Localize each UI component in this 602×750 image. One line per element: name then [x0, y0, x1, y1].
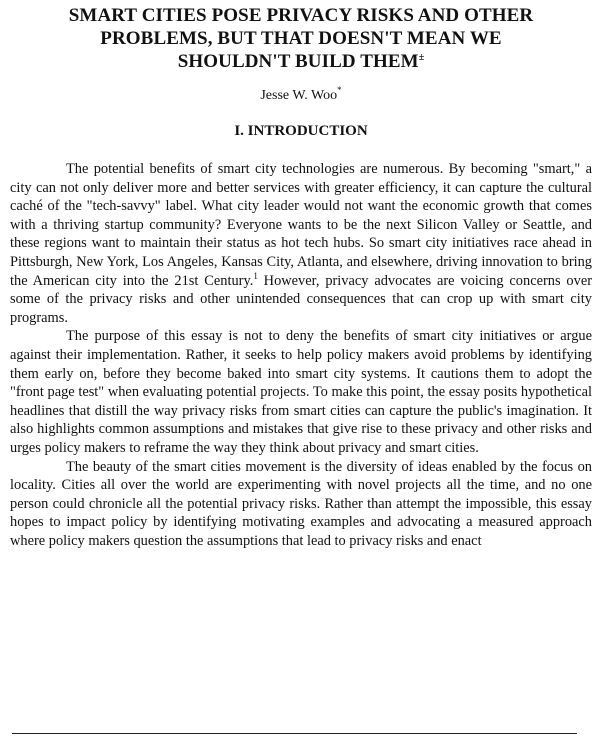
- paragraph-1: [10, 160, 592, 327]
- paper-page: [10, 4, 592, 550]
- title-line: PROBLEMS, BUT THAT DOESN'T MEAN WE: [100, 28, 502, 49]
- paragraph-1-text: The potential benefits of smart city technologies are numerous. By becoming "smart," a city can not only deliver more and better services with greater efficiency, it can capture the cultural caché of the "tech-savvy" label. What city leader would not want the economic growth that comes with a thriving startup community? Everyone wants to be the next Silicon Valley or Seattle, and these regions want to maintain their status as hot tech hubs. So smart city initiatives race ahead in Pittsburgh, New York, Los Angeles, Kansas City, Atlanta, and elsewhere, driving innovation to bring the American city into the 21st Century.: [10, 161, 592, 289]
- body-text: [10, 160, 592, 550]
- author-name: Jesse W. Woo: [260, 88, 338, 103]
- footnote-separator: [12, 733, 577, 734]
- footnote-1-marker[interactable]: 1: [253, 270, 258, 281]
- paragraph-1-continuation: However, privacy advocates are voicing concerns over some of the privacy risks and other unintended consequences that can crop up with smart city programs.: [10, 272, 592, 326]
- title-line: SMART CITIES POSE PRIVACY RISKS AND OTHER: [68, 5, 534, 26]
- section-heading: I. INTRODUCTION: [234, 123, 368, 139]
- title-line: [10, 50, 592, 73]
- title-line-text: SHOULDN'T BUILD THEM: [177, 51, 419, 72]
- paragraph-2: The purpose of this essay is not to deny the benefits of smart city initiatives or argue against their implementation. Rather, it seeks to help policy makers avoid problems by identifying them early on, before they become baked into smart city systems. It cautions them to adopt the "front page test" when evaluating potential projects. To make this point, the essay posits hypothetical headlines that distill the way privacy risks from smart cities can capture the public's imagination. It also highlights common assumptions and mistakes that give rise to these privacy and other risks and urges policy makers to reframe the way they think about privacy and smart cities.: [10, 328, 592, 456]
- paper-title: [10, 4, 592, 73]
- paragraph-3: The beauty of the smart cities movement is the diversity of ideas enabled by the focus on locality. Cities all over the world are experimenting with novel projects all the time, and no one person could chronicle all the potential privacy risks. Rather than attempt the impossible, this essay hopes to impact policy by identifying motivating examples and advocating a measured approach where policy makers question the assumptions that lead to privacy risks and enact: [10, 458, 592, 549]
- title-footnote-marker[interactable]: ±: [418, 52, 425, 63]
- author-line: [10, 87, 592, 105]
- author-footnote-marker[interactable]: *: [337, 85, 342, 95]
